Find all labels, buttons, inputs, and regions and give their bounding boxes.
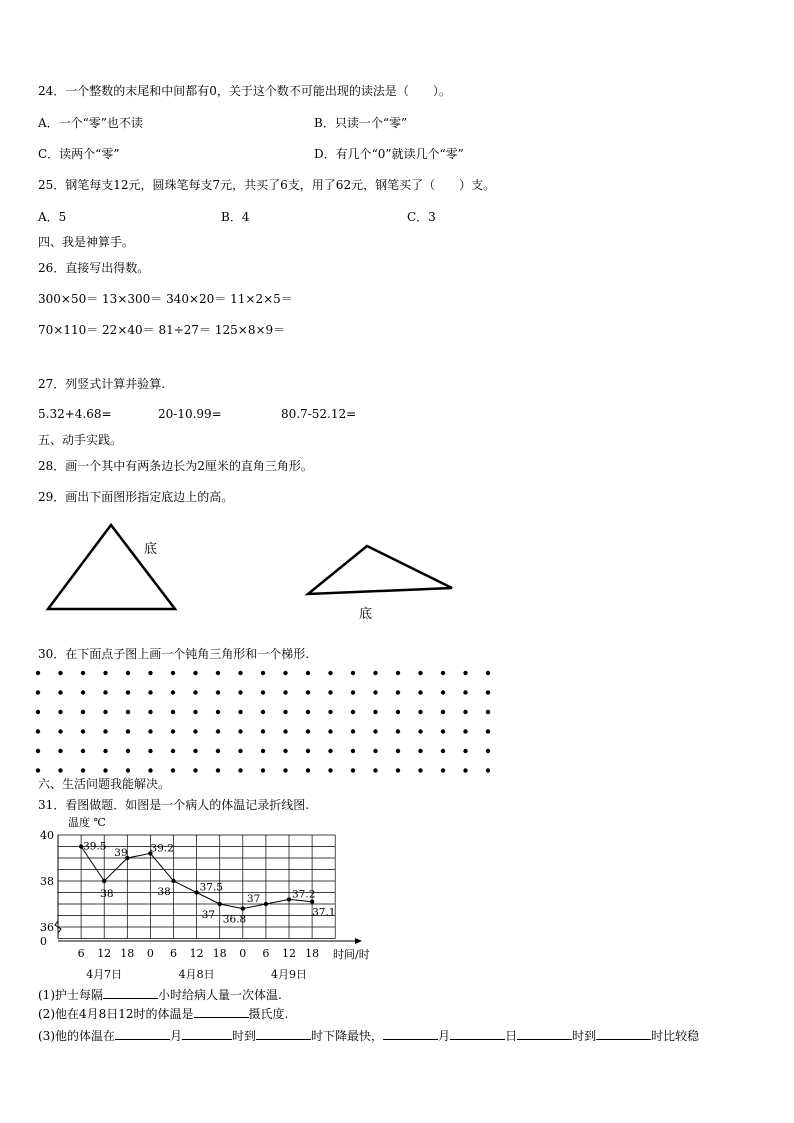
triangle-1-base-label: 底: [144, 542, 158, 557]
grid-dot: [103, 671, 107, 675]
grid-dot: [238, 729, 242, 733]
y-tick-label: 40: [40, 829, 54, 842]
grid-dot: [463, 749, 467, 753]
grid-dot: [171, 690, 175, 694]
grid-dot: [193, 729, 197, 733]
q25-option-b: B．4: [221, 210, 250, 224]
grid-dot: [351, 768, 355, 772]
grid-dot: [328, 729, 332, 733]
grid-dot: [126, 671, 130, 675]
grid-dot: [103, 690, 107, 694]
section-4-heading: 四、我是神算手。: [38, 235, 135, 249]
grid-dot: [216, 690, 220, 694]
grid-dot: [58, 768, 62, 772]
grid-dot: [171, 729, 175, 733]
grid-dot: [418, 690, 422, 694]
grid-dot: [148, 768, 152, 772]
grid-dot: [328, 768, 332, 772]
y-axis-label: 温度 ℃: [68, 816, 106, 829]
grid-dot: [81, 690, 85, 694]
grid-dot: [148, 729, 152, 733]
q31-part-3-text-g: 时到: [572, 1029, 597, 1043]
grid-dot: [36, 749, 40, 753]
grid-dot: [58, 690, 62, 694]
q29-stem: 29．画出下面图形指定底边上的高。: [38, 490, 234, 504]
grid-dot: [328, 749, 332, 753]
grid-dot: [216, 671, 220, 675]
grid-dot: [306, 671, 310, 675]
q24-option-b: B．只读一个“零”: [314, 116, 408, 130]
grid-dot: [261, 690, 265, 694]
grid-dot: [351, 671, 355, 675]
grid-dot: [103, 729, 107, 733]
triangle-2: [308, 546, 452, 594]
data-label: 36.8: [222, 913, 247, 926]
grid-dot: [328, 690, 332, 694]
grid-dot: [486, 729, 490, 733]
grid-dot: [261, 710, 265, 714]
x-tick-label: 18: [305, 947, 320, 960]
date-label: 4月9日: [271, 968, 307, 981]
grid-dot: [193, 710, 197, 714]
q30-stem: 30．在下面点子图上画一个钝角三角形和一个梯形.: [38, 647, 310, 661]
grid-dot: [171, 749, 175, 753]
x-tick-label: 12: [189, 947, 204, 960]
y-tick-label: 0: [40, 935, 47, 948]
q27-expr-1: 5.32+4.68=: [38, 407, 112, 421]
grid-dot: [261, 768, 265, 772]
q31-answer-blank-3a[interactable]: [115, 1026, 170, 1040]
dot-grid: [0, 665, 794, 775]
grid-dot: [126, 749, 130, 753]
q26-stem: 26．直接写出得数。: [38, 261, 150, 275]
grid-dot: [306, 710, 310, 714]
grid-dot: [238, 749, 242, 753]
grid-dot: [486, 749, 490, 753]
x-axis-arrow: [355, 938, 362, 944]
q28-stem: 28．画一个其中有两条边长为2厘米的直角三角形。: [38, 459, 313, 473]
q31-answer-blank-2[interactable]: [194, 1004, 249, 1018]
q31-part-2-prefix: (2)他在4月8日12时的体温是: [38, 1007, 194, 1021]
section-5-heading: 五、动手实践。: [38, 433, 123, 447]
grid-dot: [373, 710, 377, 714]
grid-dot: [103, 749, 107, 753]
x-tick-label: 12: [97, 947, 112, 960]
grid-dot: [126, 729, 130, 733]
grid-dot: [81, 729, 85, 733]
grid-dot: [396, 710, 400, 714]
x-tick-label: 0: [146, 947, 154, 960]
data-point: [287, 897, 291, 901]
q27-expr-2: 20-10.99=: [158, 407, 222, 421]
grid-dot: [463, 690, 467, 694]
grid-dot: [238, 710, 242, 714]
grid-dot: [103, 710, 107, 714]
q27-expr-3: 80.7-52.12=: [281, 407, 357, 421]
x-tick-label: 18: [120, 947, 135, 960]
data-label: 37: [246, 893, 261, 905]
grid-dot: [441, 671, 445, 675]
q31-part-3-text-e: 月: [438, 1029, 451, 1043]
data-point: [102, 879, 106, 883]
q26-row-2: 70×110＝ 22×40＝ 81÷27＝ 125×8×9＝: [38, 323, 286, 337]
grid-dot: [126, 710, 130, 714]
grid-dot: [261, 749, 265, 753]
q25-option-a: A．5: [38, 210, 67, 224]
grid-dot: [261, 729, 265, 733]
grid-dot: [81, 671, 85, 675]
grid-dot: [58, 710, 62, 714]
grid-dot: [418, 710, 422, 714]
grid-dot: [238, 671, 242, 675]
q31-answer-blank-3g[interactable]: [596, 1026, 651, 1040]
data-label: 37.5: [199, 881, 223, 894]
grid-dot: [81, 749, 85, 753]
q25-stem: 25．钢笔每支12元，圆珠笔每支7元，共买了6支，用了62元，钢笔买了（ ）支。: [38, 178, 496, 192]
y-tick-label: 36: [40, 921, 54, 934]
grid-dot: [306, 690, 310, 694]
q31-part-3-text-c: 时到: [232, 1029, 257, 1043]
grid-dot: [396, 690, 400, 694]
grid-dot: [148, 690, 152, 694]
grid-dot: [441, 768, 445, 772]
grid-dot: [216, 749, 220, 753]
q31-stem: 31．看图做题．如图是一个病人的体温记录折线图.: [38, 798, 310, 812]
grid-dot: [171, 671, 175, 675]
data-label: 39.2: [150, 842, 174, 855]
grid-dot: [81, 768, 85, 772]
grid-dot: [396, 671, 400, 675]
temperature-chart: [0, 812, 794, 984]
grid-dot: [216, 729, 220, 733]
q31-part-3-text-h: 时比较稳: [651, 1029, 700, 1043]
data-label: 38: [100, 888, 114, 900]
grid-dot: [193, 671, 197, 675]
grid-dot: [351, 710, 355, 714]
grid-dot: [261, 671, 265, 675]
grid-dot: [148, 710, 152, 714]
triangle-2-base-label: 底: [359, 607, 373, 622]
q31-part-1-suffix: 小时给病人量一次体温.: [158, 988, 282, 1002]
grid-dot: [373, 768, 377, 772]
grid-dot: [193, 749, 197, 753]
data-point: [194, 890, 198, 894]
grid-dot: [36, 768, 40, 772]
grid-dot: [373, 729, 377, 733]
data-label: 38: [157, 886, 171, 898]
q31-part-1-prefix: (1)护士每隔: [38, 988, 103, 1002]
q25-option-c: C．3: [407, 210, 436, 224]
x-tick-label: 6: [262, 947, 270, 960]
grid-dot: [283, 671, 287, 675]
q31-part-3-text-b: 月: [170, 1029, 183, 1043]
grid-dot: [463, 671, 467, 675]
grid-dot: [126, 768, 130, 772]
grid-dot: [351, 729, 355, 733]
grid-dot: [306, 768, 310, 772]
grid-dot: [36, 729, 40, 733]
grid-dot: [486, 690, 490, 694]
grid-dot: [238, 690, 242, 694]
grid-dot: [463, 710, 467, 714]
grid-dot: [418, 749, 422, 753]
data-point: [218, 902, 222, 906]
grid-dot: [148, 671, 152, 675]
grid-dot: [58, 749, 62, 753]
grid-dot: [81, 710, 85, 714]
grid-dot: [351, 690, 355, 694]
triangle-1: [48, 525, 175, 609]
grid-dot: [373, 749, 377, 753]
data-label: 39.5: [83, 840, 107, 853]
x-axis-label: 时间/时: [333, 948, 370, 961]
q31-part-3-text-d: 时下降最快，: [311, 1029, 384, 1043]
data-label: 37: [201, 909, 216, 921]
grid-dot: [36, 671, 40, 675]
grid-dot: [193, 768, 197, 772]
grid-dot: [306, 729, 310, 733]
section-6-heading: 六、生活问题我能解决。: [38, 777, 171, 791]
grid-dot: [36, 690, 40, 694]
q31-part-3-text-a: (3)他的体温在: [38, 1029, 115, 1043]
y-tick-label: 38: [40, 875, 54, 888]
grid-dot: [373, 671, 377, 675]
grid-dot: [396, 768, 400, 772]
grid-dot: [58, 729, 62, 733]
grid-dot: [373, 690, 377, 694]
q31-part-3: [38, 1026, 699, 1044]
q31-answer-blank-3b[interactable]: [182, 1026, 232, 1040]
grid-dot: [283, 729, 287, 733]
data-label: 39: [114, 847, 128, 859]
grid-dot: [283, 690, 287, 694]
data-label: 37.2: [292, 888, 316, 901]
grid-dot: [193, 690, 197, 694]
grid-dot: [396, 729, 400, 733]
q31-part-2: [38, 1004, 288, 1022]
grid-dot: [283, 749, 287, 753]
grid-dot: [328, 710, 332, 714]
grid-dot: [126, 690, 130, 694]
grid-dot: [418, 671, 422, 675]
grid-dot: [441, 729, 445, 733]
grid-dot: [441, 749, 445, 753]
x-tick-label: 18: [212, 947, 227, 960]
grid-dot: [396, 749, 400, 753]
grid-dot: [351, 749, 355, 753]
q31-answer-blank-1[interactable]: [103, 985, 158, 999]
grid-dot: [171, 710, 175, 714]
x-tick-label: 6: [170, 947, 177, 960]
q24-stem: 24．一个整数的末尾和中间都有0，关于这个数不可能出现的读法是（ ）。: [38, 84, 451, 98]
x-tick-label: 6: [77, 947, 85, 960]
grid-dot: [418, 729, 422, 733]
grid-dot: [441, 710, 445, 714]
grid-dot: [486, 671, 490, 675]
grid-dot: [486, 768, 490, 772]
q27-stem: 27．列竖式计算并验算.: [38, 377, 166, 391]
q24-option-c: C．读两个“零”: [38, 147, 120, 161]
q31-part-1: [38, 985, 282, 1003]
grid-dot: [463, 729, 467, 733]
grid-dot: [441, 690, 445, 694]
q31-answer-blank-3d[interactable]: [383, 1026, 438, 1040]
grid-dot: [328, 671, 332, 675]
date-label: 4月8日: [178, 968, 215, 981]
q31-part-3-text-f: 日: [505, 1029, 518, 1043]
grid-dot: [463, 768, 467, 772]
grid-dot: [306, 749, 310, 753]
q31-part-2-suffix: 摄氏度.: [248, 1007, 289, 1021]
grid-dot: [171, 768, 175, 772]
q24-option-d: D．有几个“0”就读几个“零”: [314, 147, 464, 161]
q24-option-a: A．一个“零”也不读: [38, 116, 143, 130]
grid-dot: [418, 768, 422, 772]
grid-dot: [103, 768, 107, 772]
x-tick-label: 0: [239, 947, 247, 960]
grid-dot: [238, 768, 242, 772]
grid-dot: [283, 768, 287, 772]
date-label: 4月7日: [86, 968, 123, 981]
grid-dot: [216, 710, 220, 714]
q31-answer-blank-3c[interactable]: [256, 1026, 311, 1040]
data-point: [241, 906, 245, 910]
q31-answer-blank-3e[interactable]: [450, 1026, 505, 1040]
grid-dot: [148, 749, 152, 753]
data-label: 37.1: [312, 906, 336, 919]
data-point: [171, 879, 175, 883]
q29-triangles: [0, 515, 794, 625]
grid-dot: [216, 768, 220, 772]
q31-answer-blank-3f[interactable]: [517, 1026, 572, 1040]
grid-dot: [283, 710, 287, 714]
data-point: [264, 902, 268, 906]
grid-dot: [58, 671, 62, 675]
grid-dot: [36, 710, 40, 714]
x-tick-label: 12: [282, 947, 296, 960]
grid-dot: [486, 710, 490, 714]
q26-row-1: 300×50＝ 13×300＝ 340×20＝ 11×2×5＝: [38, 292, 293, 306]
